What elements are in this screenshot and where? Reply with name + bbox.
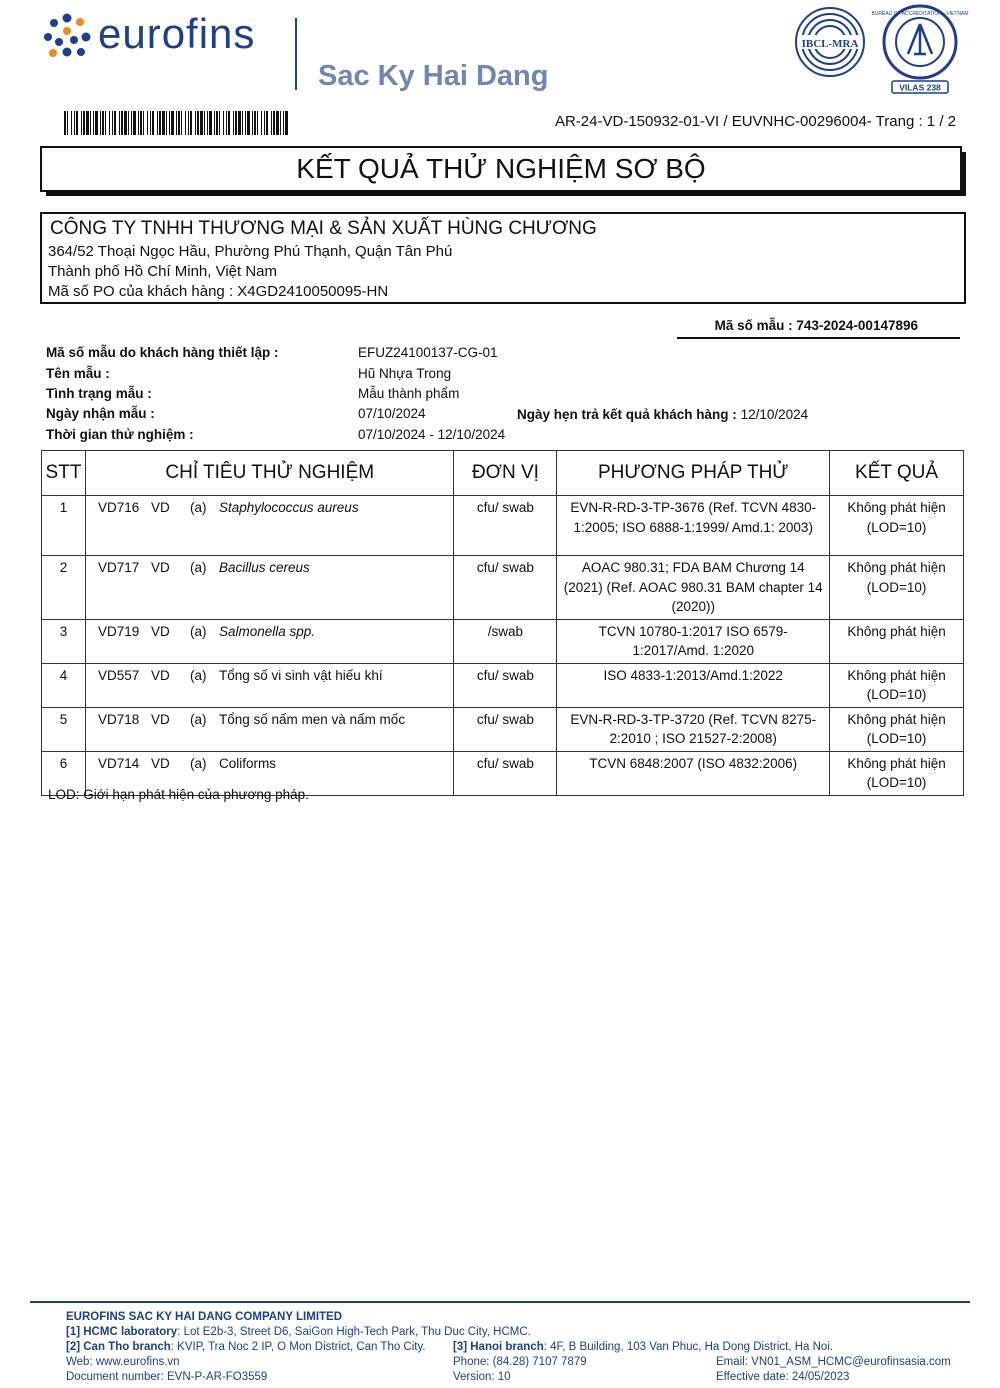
cell-result: Không phát hiện (LOD=10) <box>830 663 964 707</box>
footer-web: Web: www.eurofins.vn <box>66 1356 180 1368</box>
cell-unit: cfu/ swab <box>454 751 557 795</box>
header-result: KẾT QUẢ <box>830 451 964 496</box>
cell-test <box>85 663 454 707</box>
vilas-accreditation-seal-icon <box>871 4 969 96</box>
lod-note: LOD: Giới hạn phát hiện của phương pháp. <box>48 787 309 802</box>
field-value: 07/10/2024 - 12/10/2024 <box>358 427 506 442</box>
brand-name: eurofins <box>98 10 256 57</box>
cell-test <box>85 619 454 663</box>
accreditation-mark: (a) <box>189 667 207 683</box>
customer-box <box>40 212 966 304</box>
hcmc-label: [1] HCMC laboratory <box>66 1326 178 1338</box>
test-code: VD716 <box>97 500 140 515</box>
test-name: Tổng số vi sinh vật hiếu khí <box>218 667 383 683</box>
cell-stt: 3 <box>42 619 86 663</box>
customer-po: Mã số PO của khách hàng : X4GD2410050095-HN <box>48 283 389 300</box>
cert-left-text: IBCL-MRA <box>801 38 859 50</box>
footer-phone: Phone: (84.28) 7107 7879 <box>453 1356 587 1368</box>
lab-code: VD <box>150 623 170 639</box>
table-row <box>42 619 964 663</box>
lab-code: VD <box>150 711 170 727</box>
field-value: EFUZ24100137-CG-01 <box>358 345 498 360</box>
test-code: VD557 <box>97 667 140 683</box>
cert-right-code: VILAS 238 <box>899 82 941 93</box>
cell-unit: cfu/ swab <box>454 556 557 620</box>
field-label: Mã số mẫu do khách hàng thiết lập : <box>46 345 279 360</box>
footer-hanoi <box>453 1341 833 1353</box>
return-date-label: Ngày hẹn trả kết quả khách hàng : <box>517 407 737 422</box>
field-label: Ngày nhận mẫu : <box>46 406 155 421</box>
field-value: 07/10/2024 <box>358 406 426 421</box>
cell-method: EVN-R-RD-3-TP-3676 (Ref. TCVN 4830-1:2005; ISO 6888-1:1999/ Amd.1: 2003) <box>557 496 830 556</box>
hanoi-address: : 4F, B Building, 103 Van Phuc, Ha Dong District, Ha Noi. <box>543 1341 834 1353</box>
table-row <box>42 556 964 620</box>
sample-id: Mã số mẫu : 743-2024-00147896 <box>714 318 918 333</box>
cell-unit: cfu/ swab <box>454 707 557 751</box>
return-date <box>517 407 808 422</box>
lab-code: VD <box>150 560 170 575</box>
cell-method: AOAC 980.31; FDA BAM Chương 14 (2021) (Ref. AOAC 980.31 BAM chapter 14 (2020)) <box>557 556 830 620</box>
header-unit: ĐƠN VỊ <box>454 451 557 496</box>
lab-code: VD <box>150 667 170 683</box>
footer-company: EUROFINS SAC KY HAI DANG COMPANY LIMITED <box>66 1311 343 1323</box>
test-code: VD718 <box>97 711 140 727</box>
cell-unit: cfu/ swab <box>454 663 557 707</box>
test-code: VD714 <box>97 755 140 771</box>
cantho-address: : KVIP, Tra Noc 2 IP, O Mon District, Can Tho City. <box>170 1341 426 1353</box>
cell-stt: 1 <box>42 496 86 556</box>
field-value: Hũ Nhựa Trong <box>358 366 452 381</box>
table-row <box>42 707 964 751</box>
accreditation-mark: (a) <box>189 755 207 771</box>
document-reference: AR-24-VD-150932-01-VI / EUVNHC-00296004- Trang : 1 / 2 <box>554 113 956 130</box>
cantho-label: [2] Can Tho branch <box>66 1341 171 1353</box>
header-stt: STT <box>42 451 86 496</box>
cell-method: ISO 4833-1:2013/Amd.1:2022 <box>557 663 830 707</box>
accreditation-mark: (a) <box>189 711 207 727</box>
cell-stt: 2 <box>42 556 86 620</box>
hanoi-label: [3] Hanoi branch <box>453 1341 544 1353</box>
footer-effective-date: Effective date: 24/05/2023 <box>716 1371 850 1383</box>
field-value: Mẫu thành phẩm <box>358 386 460 401</box>
lab-code: VD <box>150 500 170 515</box>
cert-right-ring-text: BUREAU OF ACCREDITATION · VIETNAM <box>871 11 969 17</box>
test-name: Staphylococcus aureus <box>218 500 359 515</box>
test-code: VD719 <box>97 623 140 639</box>
table-row <box>42 663 964 707</box>
cell-result: Không phát hiện (LOD=10) <box>830 556 964 620</box>
customer-address-line1: 364/52 Thoại Ngọc Hầu, Phường Phú Thạnh, Quận Tân Phú <box>48 243 453 260</box>
footer-cantho <box>66 1341 426 1353</box>
cell-test <box>85 707 454 751</box>
footer-hcmc <box>66 1326 531 1338</box>
lab-code: VD <box>150 755 170 771</box>
hcmc-address: : Lot E2b-3, Street D6, SaiGon High-Tech Park, Thu Duc City, HCMC. <box>177 1326 531 1338</box>
customer-address-line2: Thành phố Hồ Chí Minh, Việt Nam <box>48 263 278 280</box>
header-method: PHƯƠNG PHÁP THỬ <box>557 451 830 496</box>
cell-stt: 4 <box>42 663 86 707</box>
field-label: Thời gian thử nghiệm : <box>46 427 194 442</box>
report-title: KẾT QUẢ THỬ NGHIỆM SƠ BỘ <box>40 146 962 192</box>
cell-method: TCVN 10780-1:2017 ISO 6579-1:2017/Amd. 1:2020 <box>557 619 830 663</box>
sample-id-underline <box>677 337 960 339</box>
return-date-value: 12/10/2024 <box>740 407 809 422</box>
accreditation-mark: (a) <box>189 623 207 639</box>
barcode-icon <box>64 111 290 135</box>
cell-method: EVN-R-RD-3-TP-3720 (Ref. TCVN 8275-2:2010 ; ISO 21527-2:2008) <box>557 707 830 751</box>
customer-name: CÔNG TY TNHH THƯƠNG MẠI & SẢN XUẤT HÙNG CHƯƠNG <box>50 218 597 239</box>
cell-unit: /swab <box>454 619 557 663</box>
results-table <box>41 450 964 796</box>
cell-result: Không phát hiện (LOD=10) <box>830 707 964 751</box>
footer-email: Email: VN01_ASM_HCMC@eurofinsasia.com <box>716 1356 951 1368</box>
cell-test <box>85 556 454 620</box>
header-divider <box>295 18 297 90</box>
table-row <box>42 496 964 556</box>
cell-test <box>85 496 454 556</box>
test-name: Bacillus cereus <box>218 560 310 575</box>
field-label: Tình trạng mẫu : <box>46 386 152 401</box>
ilac-mra-seal-icon <box>794 6 866 78</box>
cell-stt: 6 <box>42 751 86 795</box>
cell-result: Không phát hiện (LOD=10) <box>830 751 964 795</box>
cell-method: TCVN 6848:2007 (ISO 4832:2006) <box>557 751 830 795</box>
test-name: Salmonella spp. <box>218 623 316 639</box>
cell-unit: cfu/ swab <box>454 496 557 556</box>
header-test: CHỈ TIÊU THỬ NGHIỆM <box>85 451 454 496</box>
table-header-row <box>42 451 964 496</box>
footer-doc-number: Document number: EVN-P-AR-FO3559 <box>66 1371 268 1383</box>
cell-stt: 5 <box>42 707 86 751</box>
sub-brand-name: Sac Ky Hai Dang <box>318 60 549 92</box>
test-name: Coliforms <box>218 755 276 771</box>
eurofins-logo-icon <box>42 12 92 62</box>
footer-divider <box>30 1301 970 1303</box>
field-label: Tên mẫu : <box>46 366 110 381</box>
test-name: Tổng số nấm men và nấm mốc <box>218 711 406 727</box>
cell-result: Không phát hiện (LOD=10) <box>830 496 964 556</box>
test-code: VD717 <box>97 560 140 575</box>
accreditation-mark: (a) <box>189 560 207 575</box>
footer-version: Version: 10 <box>453 1371 511 1383</box>
cell-result: Không phát hiện <box>830 619 964 663</box>
accreditation-mark: (a) <box>189 500 207 515</box>
